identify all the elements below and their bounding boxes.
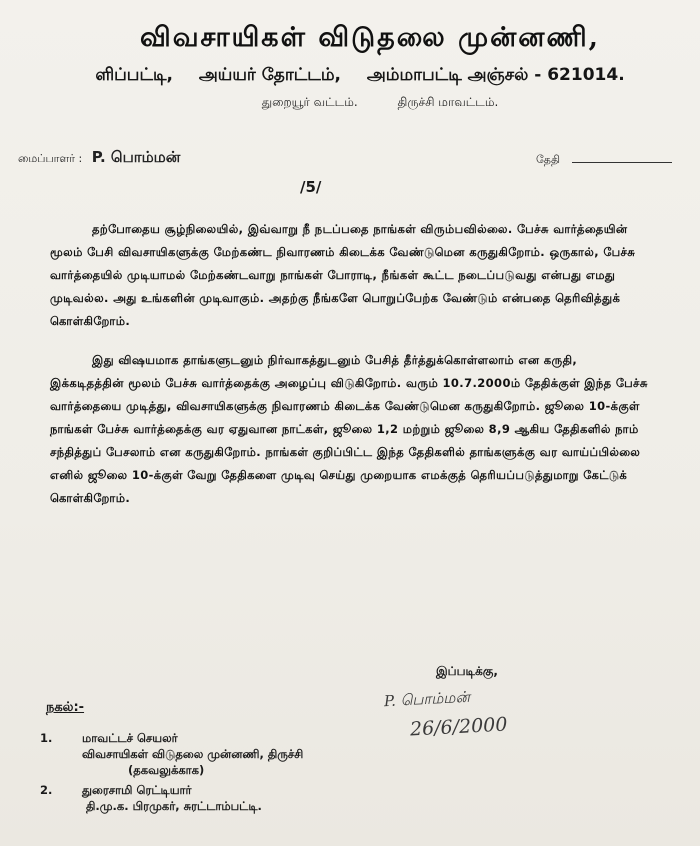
- district-part: திருச்சி மாவட்டம்.: [397, 95, 499, 109]
- address-part: அம்மாபட்டி அஞ்சல் - 621014.: [366, 65, 625, 85]
- date-blank-line: [572, 152, 672, 163]
- letter-body: [50, 218, 650, 526]
- copy-number: 2.: [40, 783, 53, 797]
- handwritten-signature: P. பொம்மன்: [383, 687, 471, 711]
- page-number: /5/: [300, 178, 322, 196]
- convenor-name: P. பொம்மன்: [91, 148, 181, 166]
- district-part: துறையூர் வட்டம்.: [261, 95, 358, 109]
- copy-line: தி.மு.க. பிரமுகர், சுரட்டாம்பட்டி.: [86, 799, 262, 813]
- convenor-label: மைப்பாளர் :: [18, 152, 83, 165]
- handwritten-date: 26/6/2000: [409, 713, 508, 741]
- date-label: தேதி: [536, 153, 560, 166]
- address-line: [0, 65, 700, 87]
- letterhead: [0, 22, 700, 111]
- address-part: ளிப்பட்டி,: [95, 65, 173, 85]
- organization-name: விவசாயிகள் விடுதலை முன்னணி,: [139, 22, 601, 53]
- copy-number: 1.: [40, 731, 53, 745]
- convenor: [18, 148, 180, 168]
- copy-line: துரைசாமி ரெட்டியார்: [82, 783, 192, 797]
- body-paragraph: தற்போதைய சூழ்நிலையில், இவ்வாறு நீ நடப்பதை நாங்கள் விரும்பவில்லை. பேச்சு வார்த்தையின் மூலம் பேசி விவசாயிகளுக்கு மேற்கண்ட நிவாரணம் கிடைக்க வேண்டுமென கருதுகிறோம். ஒருகால், பேச்சு வார்த்தையில் முடியாமல் மேற்கண்டவாறு நாங்கள் போராடி, நீங்கள் கூட்ட நடைப்படுவது என்பது எமது முடிவல்ல. அது உங்களின் முடிவாகும். அதற்கு நீங்களே பொறுப்பேற்க வேண்டும் என்பதை தெரிவித்துக் கொள்கிறோம்.: [50, 222, 636, 328]
- district-line: [0, 95, 700, 111]
- date-field: [536, 152, 672, 168]
- address-part: அய்யர் தோட்டம்,: [198, 65, 341, 85]
- copy-line: மாவட்டச் செயலர்: [82, 731, 178, 745]
- copy-line: விவசாயிகள் விடுதலை முன்னணி, திருச்சி: [82, 747, 304, 761]
- copies-title: நகல்:-: [46, 700, 85, 715]
- closing-salutation: இப்படிக்கு,: [436, 664, 498, 678]
- copy-line: (தகவலுக்காக): [128, 763, 205, 777]
- body-paragraph: இது விஷயமாக தாங்களுடனும் நிர்வாகத்துடனும் பேசித் தீர்த்துக்கொள்ளலாம் என கருதி, இக்கடிதத்தின் மூலம் பேச்சு வார்த்தைக்கு அழைப்பு விடுகிறோம். வரும் 10.7.2000ம் தேதிக்குள் இந்த பேச்சு வார்த்தையை முடித்து, விவசாயிகளுக்கு நிவாரணம் கிடைக்க வேண்டுமென கருதுகிறோம். ஜூலை 10-க்குள் நாங்கள் பேச்சு வார்த்தைக்கு வர ஏதுவான நாட்கள், ஜூலை 1,2 மற்றும் ஜூலை 8,9 ஆகிய தேதிகளில் நாம் சந்தித்துப் பேசலாம் என கருதுகிறோம். நாங்கள் குறிப்பிட்ட இந்த தேதிகளில் தாங்களுக்கு வர வாய்ப்பில்லை எனில் ஜூலை 10-க்குள் வேறு தேதிகளை முடிவு செய்து முறையாக எமக்குத் தெரியப்படுத்துமாறு கேட்டுக் கொள்கிறோம்.: [50, 353, 648, 505]
